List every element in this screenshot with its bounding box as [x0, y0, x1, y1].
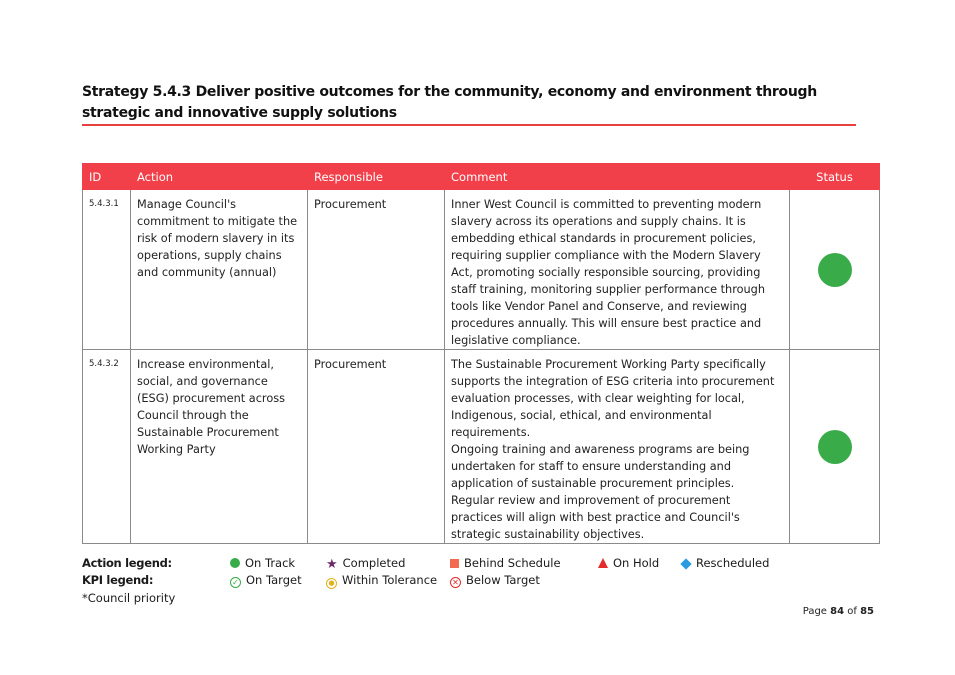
legend-rescheduled: Rescheduled [681, 556, 769, 570]
header-action: Action [131, 164, 308, 190]
row-action: Manage Council's commitment to mitigate the risk of modern slavery in its operations, supply chains and community (annual) [131, 190, 308, 350]
tolerance-circle-icon: ● [326, 578, 337, 589]
header-status: Status [790, 164, 880, 190]
check-circle-icon: ✓ [230, 577, 241, 588]
x-circle-icon: ✕ [450, 577, 461, 588]
row-comment [445, 190, 790, 350]
row-id: 5.4.3.2 [83, 350, 131, 544]
kpi-legend-label: KPI legend: [82, 573, 154, 587]
current-page: 84 [830, 606, 845, 617]
council-priority-note: *Council priority [82, 591, 176, 605]
heading-divider [82, 124, 856, 126]
table-row [83, 190, 880, 350]
on-track-status-icon [818, 430, 852, 464]
legend-on-hold: On Hold [598, 556, 659, 570]
header-id: ID [83, 164, 131, 190]
star-icon: ★ [326, 557, 338, 572]
row-responsible: Procurement [308, 190, 445, 350]
triangle-icon [598, 558, 608, 568]
table-row [83, 350, 880, 544]
legend-on-track: On Track [230, 556, 295, 570]
strategy-heading: Strategy 5.4.3 Deliver positive outcomes for the community, economy and environment through strategic and innovative supply solutions [82, 84, 817, 121]
header-responsible: Responsible [308, 164, 445, 190]
row-id: 5.4.3.1 [83, 190, 131, 350]
diamond-icon [680, 558, 691, 569]
comment-paragraph: Regular review and improvement of procurement practices will align with best practice and Council's strategic sustainability objectives. [451, 494, 740, 541]
header-comment: Comment [445, 164, 790, 190]
action-legend-label: Action legend: [82, 556, 172, 570]
legend-within-tolerance: ● Within Tolerance [326, 573, 437, 589]
row-comment [445, 350, 790, 544]
row-status [790, 350, 880, 544]
row-action: Increase environmental, social, and governance (ESG) procurement across Council through the Sustainable Procurement Working Party [131, 350, 308, 544]
row-responsible: Procurement [308, 350, 445, 544]
comment-paragraph: The Sustainable Procurement Working Party specifically supports the integration of ESG criteria into procurement evaluation processes, with clear weighting for local, Indigenous, social, ethical, and environmental requirements. [451, 358, 775, 439]
comment-paragraph: Ongoing training and awareness programs are being undertaken for staff to ensure understanding and application of sustainable procurement principles. [451, 443, 750, 490]
actions-table [82, 163, 880, 544]
on-track-status-icon [818, 253, 852, 287]
page-number: Page 84 of 85 [802, 606, 874, 617]
legend-completed: ★ Completed [326, 556, 406, 572]
square-icon [450, 559, 459, 568]
total-pages: 85 [860, 606, 874, 617]
legend-behind-schedule: Behind Schedule [450, 556, 561, 570]
comment-paragraph: Inner West Council is committed to preventing modern slavery across its operations and supply chains. It is embedding ethical standards in procurement policies, requiring supplier compliance with the Modern Slavery Act, promoting socially responsible sourcing, providing staff training, monitoring supplier performance through tools like Vendor Panel and Conserve, and reviewing procedures annually. This will ensure best practice and legislative compliance. [451, 198, 765, 347]
green-circle-icon [230, 558, 240, 568]
row-status [790, 190, 880, 350]
table-header-row [83, 164, 880, 190]
legend-below-target: ✕ Below Target [450, 573, 540, 588]
legend-on-target: ✓ On Target [230, 573, 302, 588]
